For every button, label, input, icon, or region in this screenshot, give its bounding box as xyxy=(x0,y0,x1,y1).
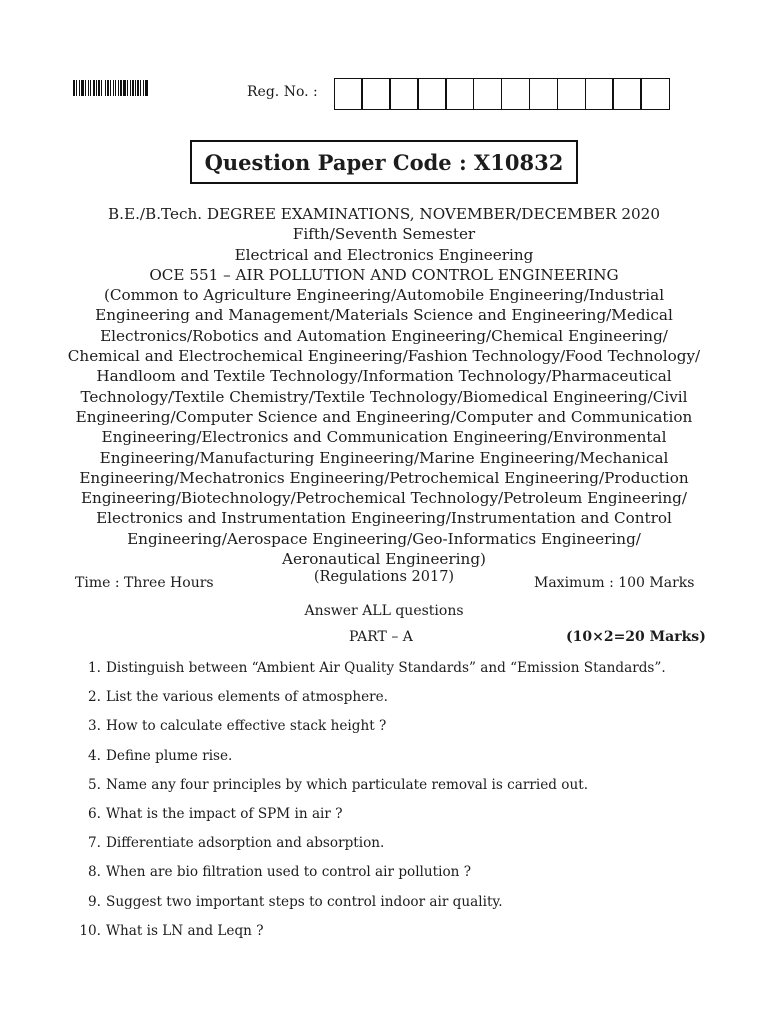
reg-no-box[interactable] xyxy=(334,78,363,110)
question-paper-code: Question Paper Code : X10832 xyxy=(190,140,578,184)
part-marks: (10×2=20 Marks) xyxy=(566,629,706,645)
question-text: Differentiate adsorption and absorption. xyxy=(106,835,385,852)
question-text: Distinguish between “Ambient Air Quality Standards” and “Emission Standards”. xyxy=(106,660,666,676)
question-item xyxy=(75,806,735,835)
question-item xyxy=(75,923,735,952)
question-number: 2. xyxy=(88,689,101,706)
reg-no-box[interactable] xyxy=(389,78,418,110)
exam-header-line: Chemical and Electrochemical Engineering/Fashion Technology/Food Technology/ xyxy=(67,347,701,366)
exam-header-line: OCE 551 – AIR POLLUTION AND CONTROL ENGINEERING xyxy=(149,265,619,284)
reg-no-box[interactable] xyxy=(501,78,530,110)
part-heading: PART – A xyxy=(349,629,413,645)
reg-no-box[interactable] xyxy=(361,78,390,110)
exam-header-line: Engineering/Mechatronics Engineering/Petrochemical Engineering/Production xyxy=(79,468,689,487)
question-list xyxy=(75,660,735,952)
reg-no-box[interactable] xyxy=(557,78,586,110)
question-text: Suggest two important steps to control indoor air quality. xyxy=(106,893,503,910)
exam-header-line: B.E./B.Tech. DEGREE EXAMINATIONS, NOVEMBER/DECEMBER 2020 xyxy=(108,205,660,223)
reg-no-box[interactable] xyxy=(612,78,641,110)
exam-header-line: Engineering/Manufacturing Engineering/Marine Engineering/Mechanical xyxy=(99,448,669,467)
question-item xyxy=(75,660,735,689)
exam-header-line: Electrical and Electronics Engineering xyxy=(234,245,534,264)
question-number: 1. xyxy=(88,660,101,676)
question-text: List the various elements of atmosphere. xyxy=(106,689,388,706)
reg-no-box[interactable] xyxy=(640,78,669,110)
exam-header-line: Engineering/Computer Science and Engineering/Computer and Communication xyxy=(75,407,693,426)
question-number: 8. xyxy=(88,864,101,881)
exam-header-line: Engineering/Aerospace Engineering/Geo-Informatics Engineering/ xyxy=(127,529,641,548)
question-number: 7. xyxy=(88,835,101,852)
question-item xyxy=(75,689,735,718)
question-text: What is the impact of SPM in air ? xyxy=(106,805,343,822)
question-item xyxy=(75,894,735,923)
question-number: 4. xyxy=(88,747,101,764)
question-text: Name any four principles by which particulate removal is carried out. xyxy=(106,776,589,793)
regulations: (Regulations 2017) xyxy=(313,569,455,585)
reg-no-box[interactable] xyxy=(417,78,446,110)
question-number: 3. xyxy=(88,718,101,735)
question-item xyxy=(75,777,735,806)
question-text: What is LN and Leqn ? xyxy=(106,922,264,939)
reg-no-label: Reg. No. : xyxy=(247,84,318,100)
exam-header-line: Fifth/Seventh Semester xyxy=(292,225,476,244)
exam-header-line: Engineering/Biotechnology/Petrochemical Technology/Petroleum Engineering/ xyxy=(80,489,688,508)
reg-no-boxes[interactable] xyxy=(335,78,670,110)
question-number: 9. xyxy=(88,893,101,910)
question-text: When are bio filtration used to control air pollution ? xyxy=(106,864,472,881)
exam-header-line: Technology/Textile Chemistry/Textile Technology/Biomedical Engineering/Civil xyxy=(80,387,688,406)
exam-header-line: (Common to Agriculture Engineering/Automobile Engineering/Industrial xyxy=(103,286,665,305)
question-number: 10. xyxy=(79,922,101,939)
question-item xyxy=(75,748,735,777)
question-number: 6. xyxy=(88,805,101,822)
reg-no-box[interactable] xyxy=(529,78,558,110)
reg-no-box[interactable] xyxy=(473,78,502,110)
exam-header xyxy=(0,204,768,569)
instruction: Answer ALL questions xyxy=(304,603,464,619)
question-text: Define plume rise. xyxy=(106,747,233,764)
question-item xyxy=(75,835,735,864)
question-number: 5. xyxy=(88,776,101,793)
exam-header-line: Engineering/Electronics and Communication Engineering/Environmental xyxy=(101,428,667,447)
question-item xyxy=(75,718,735,747)
reg-no-box[interactable] xyxy=(585,78,614,110)
time-duration: Time : Three Hours xyxy=(75,575,214,591)
barcode xyxy=(73,80,187,96)
question-text: How to calculate effective stack height ? xyxy=(106,718,387,735)
exam-header-line: Aeronautical Engineering) xyxy=(282,550,486,569)
exam-header-line: Electronics and Instrumentation Engineering/Instrumentation and Control xyxy=(96,509,672,528)
exam-header-line: Engineering and Management/Materials Science and Engineering/Medical xyxy=(95,306,673,325)
exam-header-line: Handloom and Textile Technology/Information Technology/Pharmaceutical xyxy=(96,367,672,386)
question-item xyxy=(75,864,735,893)
exam-header-line: Electronics/Robotics and Automation Engineering/Chemical Engineering/ xyxy=(100,326,668,345)
maximum-marks: Maximum : 100 Marks xyxy=(534,575,695,591)
reg-no-box[interactable] xyxy=(445,78,474,110)
